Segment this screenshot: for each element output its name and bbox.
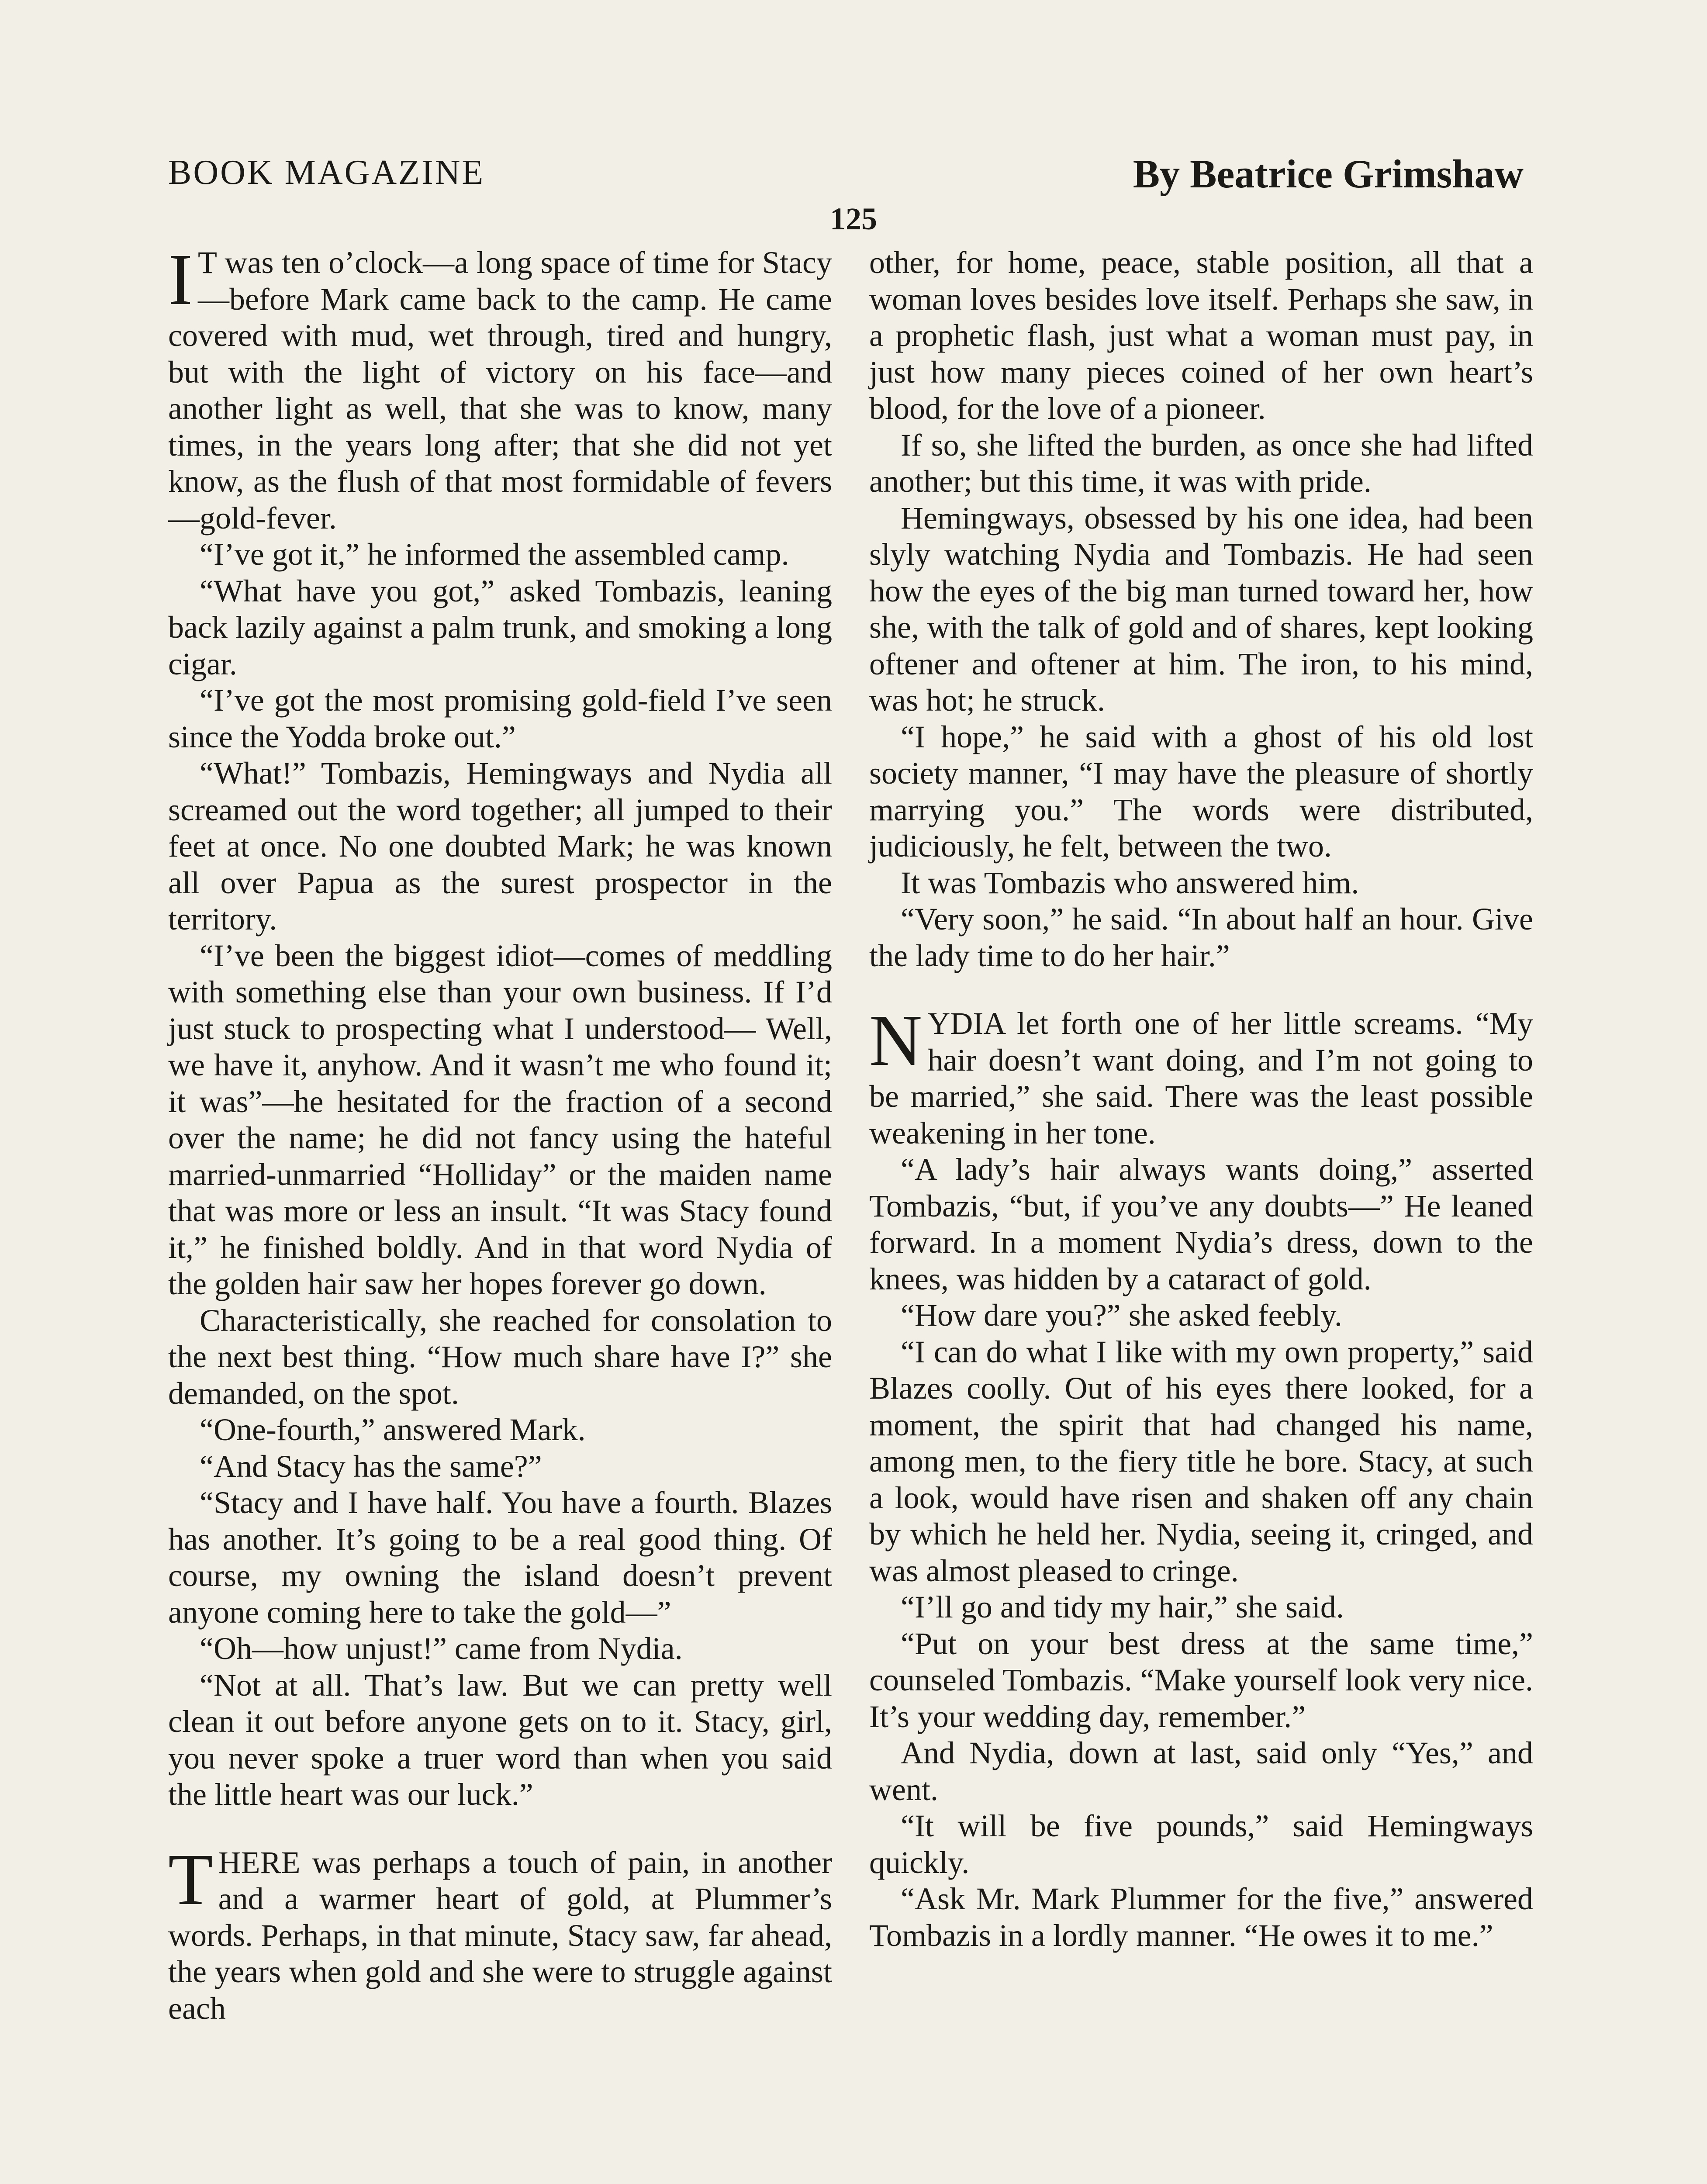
author-byline: By Beatrice Grimshaw: [1133, 152, 1524, 196]
page-number: 125: [830, 201, 877, 236]
paragraph: “I hope,” he said with a ghost of his old lost society manner, “I may have the pleasure of shortly marrying you.” The words were distributed, judiciously, he felt, between the two.: [869, 719, 1533, 864]
paragraph: “What!” Tombazis, Hemingways and Nydia all screamed out the word together; all jumped to their feet at once. No one doubted Mark; he was known all over Papua as the surest prospector in the territory.: [168, 756, 832, 936]
paragraph: “Put on your best dress at the same time,” counseled Tombazis. “Make yourself look very nice. It’s your wedding day, remember.”: [869, 1626, 1533, 1734]
paragraph: It was Tombazis who answered him.: [901, 865, 1359, 900]
paragraph: “It will be five pounds,” said Hemingways quickly.: [869, 1808, 1533, 1880]
paragraph: “I’ve been the biggest idiot—comes of meddling with something else than your own business. If I’d just stuck to prospecting what I understood— Well, we have it, anyhow. And it wasn’t me who found it; it was”—he hesitated for the fraction of a second over the name; he did not fancy using the hateful married-unmarried “Holliday” or the maiden name that was more or less an insult. “It was Stacy found it,” he finished boldly. And in that word Nydia of the golden hair saw her hopes forever go down.: [168, 938, 832, 1301]
section-paragraph: [168, 1838, 832, 2027]
paragraph: If so, she lifted the burden, as once she had lifted another; but this time, it was with pride.: [869, 427, 1533, 499]
drop-cap: N: [869, 1000, 923, 1081]
paragraph-text: HERE was perhaps a touch of pain, in another and a warmer heart of gold, at Plummer’s words. Perhaps, in that minute, Stacy saw, far ahead, the years when gold and she were to struggle against each: [168, 1845, 832, 2026]
paragraph: “Oh—how unjust!” came from Nydia.: [200, 1631, 683, 1666]
paragraph: other, for home, peace, stable position, all that a woman loves besides love itself. Perhaps she saw, in a prophetic flash, just what a woman must pay, in just how many pieces coined of her own heart’s blood, for the love of a pioneer.: [869, 245, 1533, 426]
paragraph: Hemingways, obsessed by his one idea, had been slyly watching Nydia and Tombazis. He had seen how the eyes of the big man turned toward her, how she, with the talk of gold and of shares, kept looking oftener and oftener at him. The iron, to his mind, was hot; he struck.: [869, 500, 1533, 718]
paragraph: “What have you got,” asked Tombazis, leaning back lazily against a palm trunk, and smoking a long cigar.: [168, 573, 832, 681]
paragraph: “Not at all. That’s law. But we can pretty well clean it out before anyone gets on to it. Stacy, girl, you never spoke a truer word than when you said the little heart was our luck.”: [168, 1667, 832, 1812]
paragraph-text: YDIA let forth one of her little screams. “My hair doesn’t want doing, and I’m not going to be married,” she said. There was the least possible weakening in her tone.: [869, 1006, 1533, 1151]
paragraph: Characteristically, she reached for consolation to the next best thing. “How much share have I?” she demanded, on the spot.: [168, 1303, 832, 1411]
drop-cap: I: [168, 239, 193, 320]
paragraph: And Nydia, down at last, said only “Yes,” and went.: [869, 1735, 1533, 1807]
paragraph: “Very soon,” he said. “In about half an hour. Give the lady time to do her hair.”: [869, 902, 1533, 973]
paragraph-text: T was ten o’clock—a long space of time for Stacy—before Mark came back to the camp. He came covered with mud, wet through, tired and hungry, but with the light of victory on his face—and another light as well, that she was to know, many times, in the years long after; that she did not yet know, as the flush of that most formidable of fevers—gold-fever.: [168, 245, 832, 536]
paragraph: “I’ll go and tidy my hair,” she said.: [901, 1590, 1344, 1624]
left-column: [168, 239, 832, 2027]
magazine-title: BOOK MAGAZINE: [168, 153, 485, 192]
paragraph: “A lady’s hair always wants doing,” asserted Tombazis, “but, if you’ve any doubts—” He leaned forward. In a moment Nydia’s dress, down to the knees, was hidden by a cataract of gold.: [869, 1152, 1533, 1296]
paragraph: “Stacy and I have half. You have a fourth. Blazes has another. It’s going to be a real good thing. Of course, my owning the island doesn’t prevent anyone coming here to take the gold—”: [168, 1485, 832, 1630]
right-column: [869, 245, 1533, 1954]
paragraph: “I’ve got the most promising gold-field I’ve seen since the Yodda broke out.”: [168, 683, 832, 754]
paragraph: “Ask Mr. Mark Plummer for the five,” answered Tombazis in a lordly manner. “He owes it to me.”: [869, 1881, 1533, 1953]
drop-cap: T: [168, 1838, 213, 1920]
paragraph: “How dare you?” she asked feebly.: [901, 1298, 1342, 1333]
paragraph: “I can do what I like with my own property,” said Blazes coolly. Out of his eyes there looked, for a moment, the spirit that had changed his name, among men, to the fiery title he bore. Stacy, at such a look, would have risen and shaken off any chain by which he held her. Nydia, seeing it, cringed, and was almost pleased to cringe.: [869, 1334, 1533, 1588]
section-paragraph: [869, 1000, 1533, 1151]
paragraph: [168, 239, 832, 536]
paragraph: “I’ve got it,” he informed the assembled camp.: [200, 537, 789, 572]
paragraph: “One-fourth,” answered Mark.: [200, 1412, 586, 1447]
paragraph: “And Stacy has the same?”: [200, 1448, 542, 1484]
